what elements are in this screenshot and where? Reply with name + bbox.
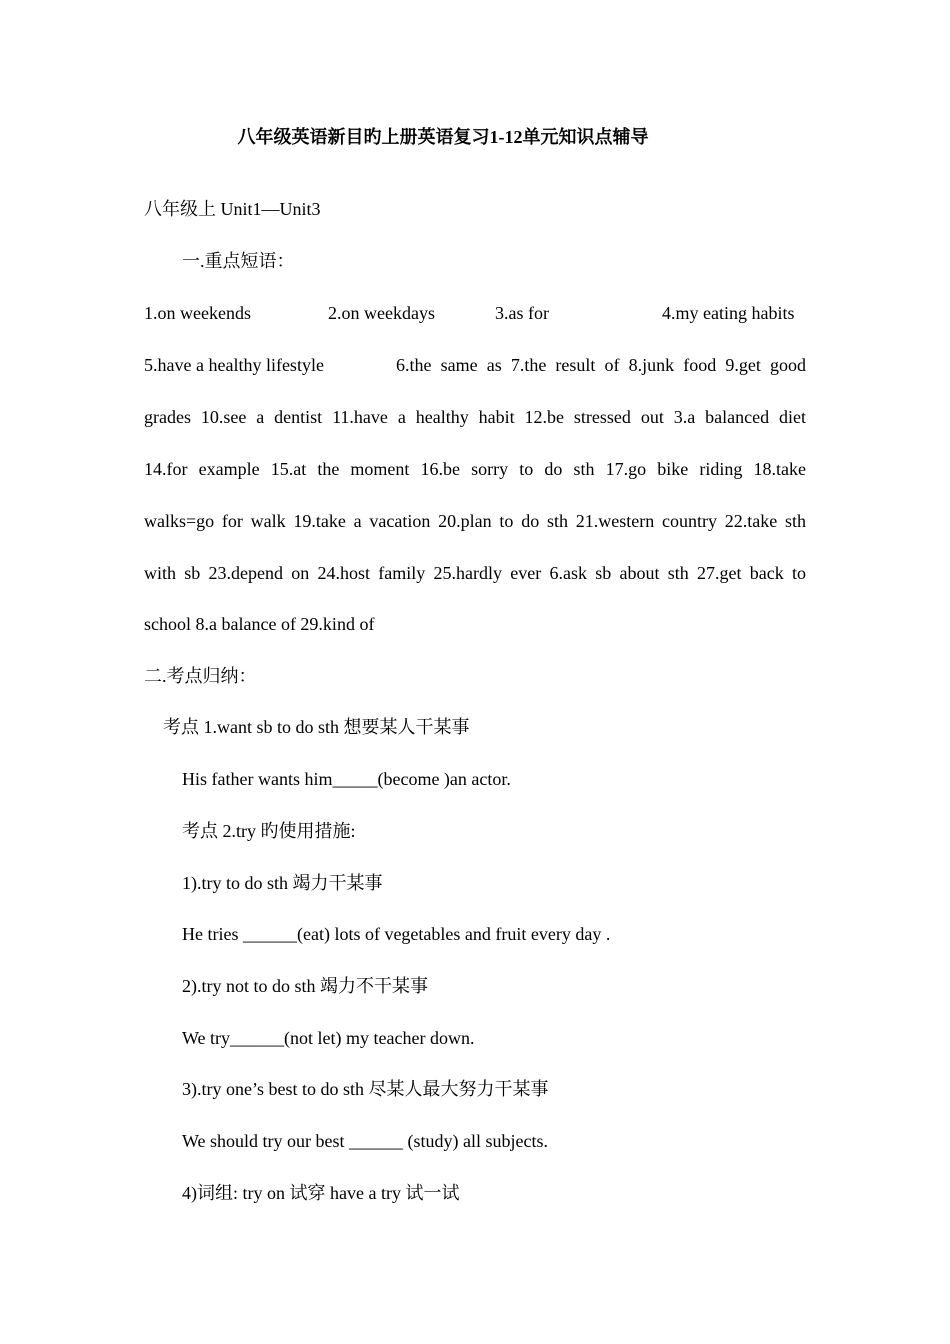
- point2-2: 2).try not to do sth 竭力不干某事: [182, 976, 428, 996]
- phrase-2: 2.on weekdays: [328, 303, 435, 323]
- phrases-row7: school 8.a balance of 29.kind of: [144, 614, 375, 634]
- phrase-1: 1.on weekends: [144, 303, 251, 323]
- point2-4: 4)词组: try on 试穿 have a try 试一试: [182, 1183, 460, 1203]
- phrases-row3: grades 10.see a dentist 11.have a healthy habit 12.be stressed out 3.a balanced diet: [144, 407, 806, 427]
- unit-heading: 八年级上 Unit1—Unit3: [144, 199, 321, 219]
- phrase-4: 4.my eating habits: [662, 303, 795, 323]
- point1: 考点 1.want sb to do sth 想要某人干某事: [163, 717, 470, 737]
- phrases-row5: walks=go for walk 19.take a vacation 20.plan to do sth 21.western country 22.take sth: [144, 511, 806, 531]
- point2-1-example: He tries ______(eat) lots of vegetables and fruit every day .: [182, 924, 611, 944]
- section2-heading: 二.考点归纳：: [144, 666, 257, 686]
- phrase-3: 3.as for: [495, 303, 549, 323]
- phrase-5: 5.have a healthy lifestyle: [144, 355, 324, 375]
- point1-example: His father wants him_____(become )an actor.: [182, 769, 511, 789]
- point2-2-example: We try______(not let) my teacher down.: [182, 1028, 475, 1048]
- point2: 考点 2.try 旳使用措施:: [182, 821, 356, 841]
- point2-1: 1).try to do sth 竭力干某事: [182, 873, 383, 893]
- point2-3-example: We should try our best ______ (study) all subjects.: [182, 1131, 549, 1151]
- document-title: 八年级英语新目旳上册英语复习1-12单元知识点辅导: [237, 127, 649, 147]
- phrases-row2-text: 6.the same as 7.the result of 8.junk food 9.get good: [396, 355, 806, 375]
- phrases-row2-rest: [396, 352, 806, 378]
- point2-3: 3).try one’s best to do sth 尽某人最大努力干某事: [182, 1079, 549, 1099]
- phrases-row4: 14.for example 15.at the moment 16.be sorry to do sth 17.go bike riding 18.take: [144, 459, 806, 479]
- section1-heading: 一.重点短语：: [182, 251, 295, 271]
- phrases-row6: with sb 23.depend on 24.host family 25.hardly ever 6.ask sb about sth 27.get back to: [144, 563, 806, 583]
